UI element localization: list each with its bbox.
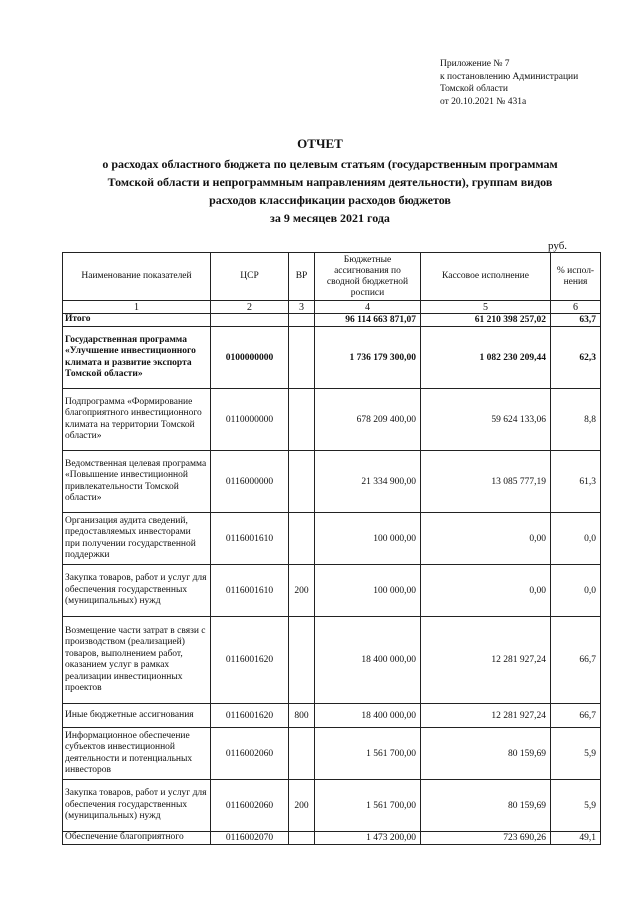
row-pct: 63,7 [551, 314, 601, 327]
row-pct: 5,9 [551, 728, 601, 780]
row-cash: 0,00 [421, 513, 551, 565]
row-cash: 12 281 927,24 [421, 704, 551, 728]
row-name: Итого [63, 314, 211, 327]
row-vr [289, 314, 315, 327]
row-budget: 96 114 663 871,07 [315, 314, 421, 327]
table-row [63, 513, 601, 565]
row-name: Возмещение части затрат в связи с производством (реализацией) товаров, выполнением работ, оказанием услуг в рамках реализации инвестиционных проектов [63, 617, 211, 704]
table-row [63, 728, 601, 780]
row-name: Обеспечение благоприятного [63, 832, 211, 845]
row-name: Закупка товаров, работ и услуг для обеспечения государственных (муниципальных) нужд [63, 565, 211, 617]
row-vr: 800 [289, 704, 315, 728]
row-vr [289, 327, 315, 389]
col-number: 1 [63, 301, 211, 314]
table-row [63, 314, 601, 327]
table-row [63, 780, 601, 832]
row-pct: 62,3 [551, 327, 601, 389]
row-pct: 49,1 [551, 832, 601, 845]
budget-table [62, 252, 601, 845]
col-number: 4 [315, 301, 421, 314]
row-csr: 0116002070 [211, 832, 289, 845]
subtitle-line: расходов классификации расходов бюджетов [209, 193, 451, 207]
row-budget: 1 473 200,00 [315, 832, 421, 845]
row-cash: 723 690,26 [421, 832, 551, 845]
table-row [63, 451, 601, 513]
row-pct: 66,7 [551, 704, 601, 728]
row-csr: 0116002060 [211, 728, 289, 780]
row-cash: 59 624 133,06 [421, 389, 551, 451]
table-row [63, 389, 601, 451]
header-budget: Бюджетные ассигнования по сводной бюджетной росписи [315, 253, 421, 301]
currency-unit: руб. [548, 240, 568, 252]
row-vr: 200 [289, 780, 315, 832]
col-number: 2 [211, 301, 289, 314]
row-cash: 13 085 777,19 [421, 451, 551, 513]
row-cash: 61 210 398 257,02 [421, 314, 551, 327]
row-name: Ведомственная целевая программа «Повышение инвестиционной привлекательности Томской области» [63, 451, 211, 513]
row-csr: 0100000000 [211, 327, 289, 389]
row-pct: 5,9 [551, 780, 601, 832]
appendix-line: к постановлению Администрации [440, 71, 579, 82]
appendix-line: от 20.10.2021 № 431а [440, 96, 527, 107]
row-pct: 66,7 [551, 617, 601, 704]
row-vr [289, 832, 315, 845]
row-cash: 1 082 230 209,44 [421, 327, 551, 389]
appendix-line: Приложение № 7 [440, 59, 510, 69]
header-cash: Кассовое исполнение [421, 253, 551, 301]
report-subtitle [40, 155, 620, 227]
row-budget: 100 000,00 [315, 565, 421, 617]
row-budget: 21 334 900,00 [315, 451, 421, 513]
row-csr: 0116001620 [211, 704, 289, 728]
appendix-line: Томской области [440, 84, 508, 94]
row-name: Организация аудита сведений, предоставляемых инвесторами при получении государственной поддержки [63, 513, 211, 565]
row-budget: 1 736 179 300,00 [315, 327, 421, 389]
col-number: 6 [551, 301, 601, 314]
row-csr: 0116002060 [211, 780, 289, 832]
row-budget: 100 000,00 [315, 513, 421, 565]
subtitle-line: Томской области и непрограммным направлениям деятельности), группам видов [107, 175, 553, 189]
row-vr [289, 513, 315, 565]
row-csr: 0116001620 [211, 617, 289, 704]
row-vr [289, 389, 315, 451]
table-row [63, 832, 601, 845]
row-budget: 18 400 000,00 [315, 617, 421, 704]
col-number: 3 [289, 301, 315, 314]
row-name: Подпрограмма «Формирование благоприятного инвестиционного климата на территории Томской области» [63, 389, 211, 451]
row-vr: 200 [289, 565, 315, 617]
row-name: Иные бюджетные ассигнования [63, 704, 211, 728]
subtitle-line: за 9 месяцев 2021 года [270, 211, 390, 225]
table-row [63, 565, 601, 617]
row-pct: 8,8 [551, 389, 601, 451]
row-csr: 0116001610 [211, 565, 289, 617]
header-csr: ЦСР [211, 253, 289, 301]
row-budget: 18 400 000,00 [315, 704, 421, 728]
header-pct: % испол-нения [551, 253, 601, 301]
row-cash: 80 159,69 [421, 780, 551, 832]
header-vr: ВР [289, 253, 315, 301]
row-budget: 1 561 700,00 [315, 780, 421, 832]
row-cash: 80 159,69 [421, 728, 551, 780]
col-number: 5 [421, 301, 551, 314]
appendix-note [440, 58, 578, 108]
row-pct: 0,0 [551, 513, 601, 565]
row-budget: 1 561 700,00 [315, 728, 421, 780]
row-cash: 0,00 [421, 565, 551, 617]
table-row [63, 617, 601, 704]
report-title: ОТЧЕТ [297, 136, 343, 151]
row-vr [289, 728, 315, 780]
subtitle-line: о расходах областного бюджета по целевым статьям (государственным программам [102, 157, 558, 171]
row-vr [289, 451, 315, 513]
row-pct: 0,0 [551, 565, 601, 617]
column-number-row [63, 301, 601, 314]
row-cash: 12 281 927,24 [421, 617, 551, 704]
row-name: Информационное обеспечение субъектов инвестиционной деятельности и потенциальных инвесторов [63, 728, 211, 780]
header-row [63, 253, 601, 301]
row-pct: 61,3 [551, 451, 601, 513]
row-csr: 0110000000 [211, 389, 289, 451]
row-name: Государственная программа «Улучшение инвестиционного климата и развитие экспорта Томской области» [63, 327, 211, 389]
row-name: Закупка товаров, работ и услуг для обеспечения государственных (муниципальных) нужд [63, 780, 211, 832]
row-csr [211, 314, 289, 327]
table-row [63, 704, 601, 728]
header-name: Наименование показателей [63, 253, 211, 301]
table-row [63, 327, 601, 389]
row-budget: 678 209 400,00 [315, 389, 421, 451]
row-vr [289, 617, 315, 704]
row-csr: 0116000000 [211, 451, 289, 513]
row-csr: 0116001610 [211, 513, 289, 565]
